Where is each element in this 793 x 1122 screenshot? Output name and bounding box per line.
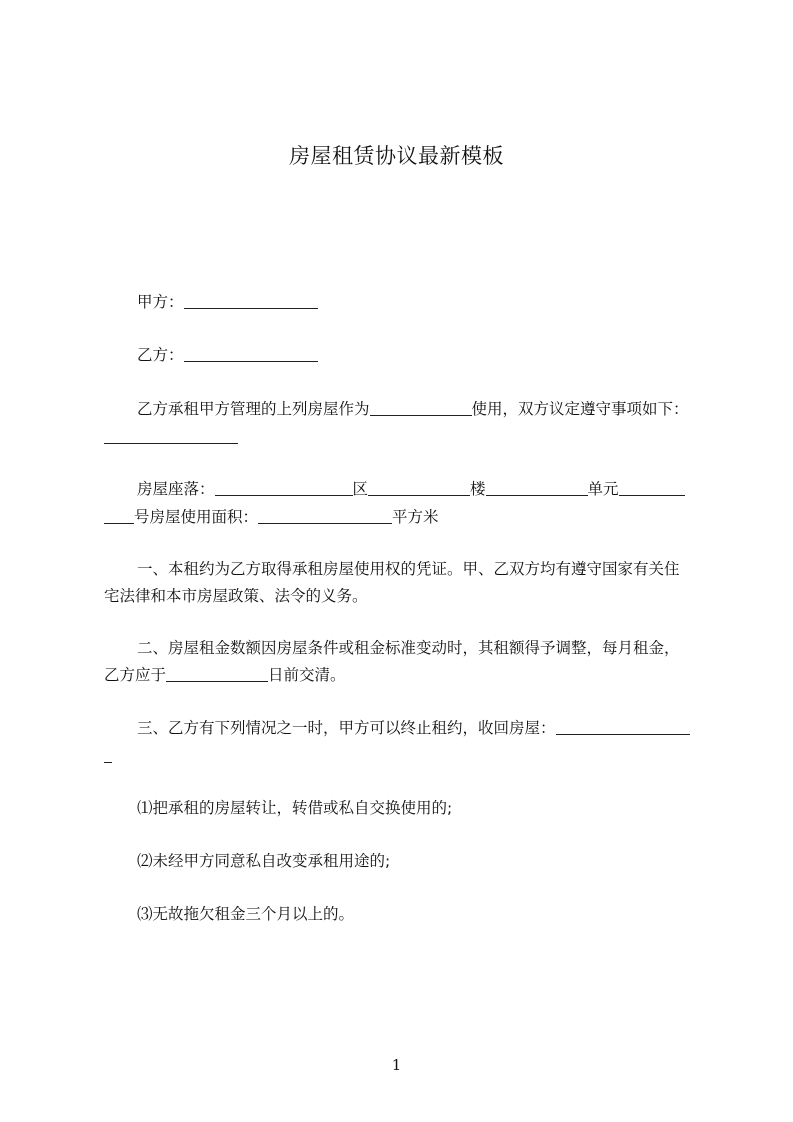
page-number: 1 xyxy=(391,1056,402,1074)
document-title: 房屋租赁协议最新模板 xyxy=(289,144,504,168)
clause-2-line-2 xyxy=(104,665,704,685)
district-label: 区 xyxy=(352,480,369,498)
party-a-blank[interactable] xyxy=(184,294,318,309)
terms-blank[interactable] xyxy=(104,429,238,444)
intro-text-1: 乙方承租甲方管理的上列房屋作为 xyxy=(137,400,370,418)
building-blank[interactable] xyxy=(486,481,588,496)
usage-blank[interactable] xyxy=(370,401,472,416)
clause-2-text-a: 乙方应于 xyxy=(104,666,167,684)
clause-2-line-1: 二、房屋租金数额因房屋条件或租金标准变动时，其租额得予调整，每月租金， xyxy=(137,639,680,657)
location-line-1 xyxy=(104,479,737,499)
clause-3-text: 三、乙方有下列情况之一时，甲方可以终止租约，收回房屋： xyxy=(137,719,556,737)
location-label: 房屋座落： xyxy=(137,480,215,498)
clause-1-line-1: 一、本租约为乙方取得承租房屋使用权的凭证。甲、乙双方均有遵守国家有关住 xyxy=(137,560,680,578)
party-a-label: 甲方： xyxy=(137,293,184,311)
area-blank[interactable] xyxy=(258,509,392,524)
room-blank[interactable] xyxy=(104,509,134,524)
item-1: ⑴把承租的房屋转让，转借或私自交换使用的; xyxy=(137,799,453,817)
district-blank[interactable] xyxy=(368,481,470,496)
clause-2-text-b: 日前交清。 xyxy=(268,666,346,684)
payment-day-blank[interactable] xyxy=(166,667,268,682)
clause-3-blank[interactable] xyxy=(556,720,690,735)
clause-3-line-2 xyxy=(104,746,704,766)
intro-line-2 xyxy=(104,427,704,447)
location-blank[interactable] xyxy=(215,481,353,496)
area-unit: 平方米 xyxy=(392,508,439,526)
intro-line-1 xyxy=(104,399,737,419)
item-3: ⑶无故拖欠租金三个月以上的。 xyxy=(137,905,355,923)
location-line-2 xyxy=(104,507,704,527)
building-label: 楼 xyxy=(470,480,486,498)
intro-text-2: 使用，双方议定遵守事项如下： xyxy=(471,400,689,418)
clause-3-line-1 xyxy=(104,718,737,738)
unit-blank[interactable] xyxy=(619,481,685,496)
party-b-line xyxy=(104,345,737,365)
clause-1-line-2: 宅法律和本市房屋政策、法令的义务。 xyxy=(104,587,368,605)
party-b-label: 乙方： xyxy=(137,346,184,364)
room-area-label: 号房屋使用面积： xyxy=(134,508,259,526)
party-b-blank[interactable] xyxy=(184,347,318,362)
unit-label: 单元 xyxy=(587,480,619,498)
party-a-line xyxy=(104,292,737,312)
clause-3-blank-cont[interactable] xyxy=(104,748,112,763)
item-2: ⑵未经甲方同意私自改变承租用途的; xyxy=(137,852,391,870)
